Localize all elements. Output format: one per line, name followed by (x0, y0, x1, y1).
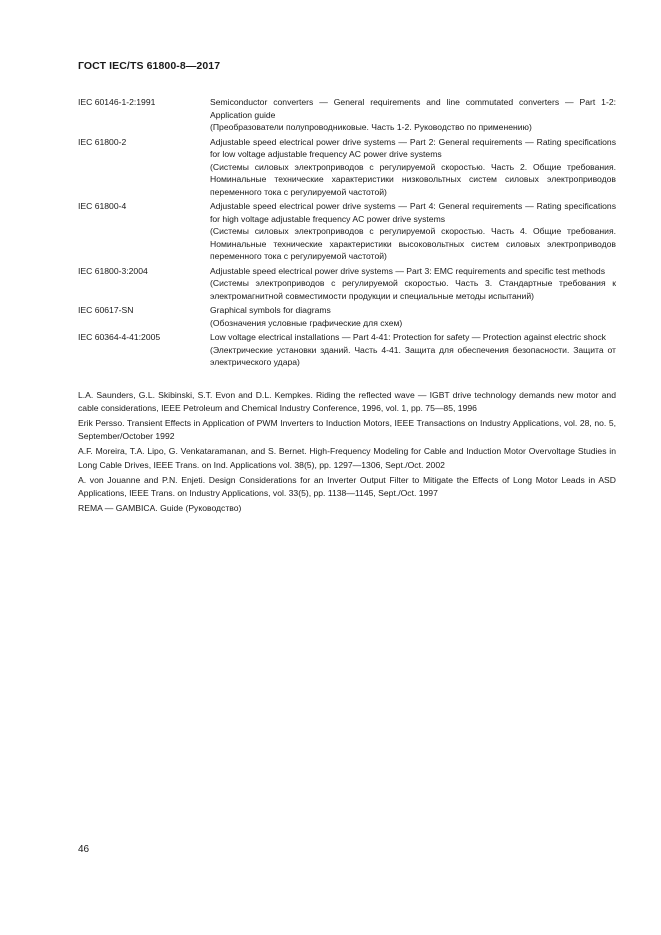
reference-title-en: Semiconductor converters — General requirements and line commutated converters — Part 1-2: Application guide (210, 97, 616, 120)
reference-text (210, 136, 616, 199)
reference-title-en: Adjustable speed electrical power drive systems — Part 2: General requirements — Rating specifications for low voltage adjustable frequency AC power drive systems (210, 136, 616, 159)
reference-entry (78, 136, 616, 199)
reference-title-en: Adjustable speed electrical power drive systems — Part 3: EMC requirements and specific test methods (210, 265, 606, 276)
bibliography-entry: REMA — GAMBICA. Guide (Руководство) (78, 502, 242, 513)
reference-title-ru: (Преобразователи полупроводниковые. Часть 1-2. Руководство по применению) (210, 122, 532, 132)
bibliography-entry: L.A. Saunders, G.L. Skibinski, S.T. Evon and D.L. Kempkes. Riding the reflected wave — IGBT drive technology demands new motor and cable considerations, IEEE Petroleum and Chemical Industry Conference, 1996, vol. 1, pp. 75—85, 1996 (78, 390, 616, 414)
reference-entry (78, 96, 616, 134)
normative-references (78, 96, 616, 371)
reference-code: IEC 61800-4 (78, 201, 127, 211)
reference-title-ru: (Системы силовых электроприводов с регулируемой скоростью. Часть 2. Общие требования. Номинальные технические характеристики низковольтных систем силовых электроприводов переменного тока с регулируемой частотой) (210, 161, 616, 197)
reference-entry (78, 331, 616, 369)
reference-title-en: Low voltage electrical installations — Part 4-41: Protection for safety — Protection against electric shock (210, 332, 606, 342)
reference-entry (78, 304, 616, 329)
bibliography-entry: A.F. Moreira, T.A. Lipo, G. Venkataramanan, and S. Bernet. High-Frequency Modeling for Cable and Induction Motor Overvoltage Studies in Long Cable Drives, IEEE Trans. on Ind. Applications vol. 38(5), pp. 1297—1306, Sept./Oct. 2002 (78, 446, 616, 470)
bibliography-list (78, 389, 616, 517)
reference-code: IEC 60617-SN (78, 305, 134, 315)
reference-title-ru: (Системы силовых электроприводов с регулируемой скоростью. Часть 4. Общие требования. Номинальные технические характеристики высоковольтных систем силовых электроприводов переменного тока с регулируемой частотой) (210, 226, 616, 261)
reference-code: IEC 60146-1-2:1991 (78, 97, 156, 107)
bibliography-entry: A. von Jouanne and P.N. Enjeti. Design Considerations for an Inverter Output Filter to Mitigate the Effects of Long Motor Leads in ASD Applications, IEEE Trans. on Industry Applications, vol. 33(5), pp. 1138—1145, Sept./Oct. 1997 (78, 474, 616, 498)
reference-title-ru: (Обозначения условные графические для схем) (210, 317, 403, 328)
reference-text (210, 96, 616, 134)
reference-code: IEC 61800-2 (78, 136, 127, 147)
bibliography-entry: Erik Persso. Transient Effects in Application of PWM Inverters to Induction Motors, IEEE Transactions on Industry Applications, vol. 28, no. 5, September/October 1992 (78, 418, 616, 442)
page-number: 46 (78, 844, 90, 855)
reference-title-en: Adjustable speed electrical power drive systems — Part 4: General requirements — Rating specifications for high voltage adjustable frequency AC power drive systems (210, 201, 616, 224)
reference-text (210, 265, 616, 303)
reference-text (210, 331, 616, 369)
document-header: ГОСТ IEC/TS 61800-8—2017 (78, 60, 221, 72)
reference-text (210, 200, 616, 263)
reference-code: IEC 61800-3:2004 (78, 265, 148, 276)
reference-code: IEC 60364-4-41:2005 (78, 332, 161, 342)
reference-text (210, 304, 616, 329)
reference-title-ru: (Электрические установки зданий. Часть 4-41. Защита для обеспечения безопасности. Защита от электрического удара) (210, 344, 616, 367)
reference-entry (78, 265, 616, 303)
reference-entry (78, 200, 616, 263)
reference-title-ru: (Системы электроприводов с регулируемой скоростью. Часть 3. Стандартные требования к электромагнитной совместимости продукции и специальные методы испытаний) (210, 278, 616, 301)
reference-title-en: Graphical symbols for diagrams (210, 305, 331, 315)
